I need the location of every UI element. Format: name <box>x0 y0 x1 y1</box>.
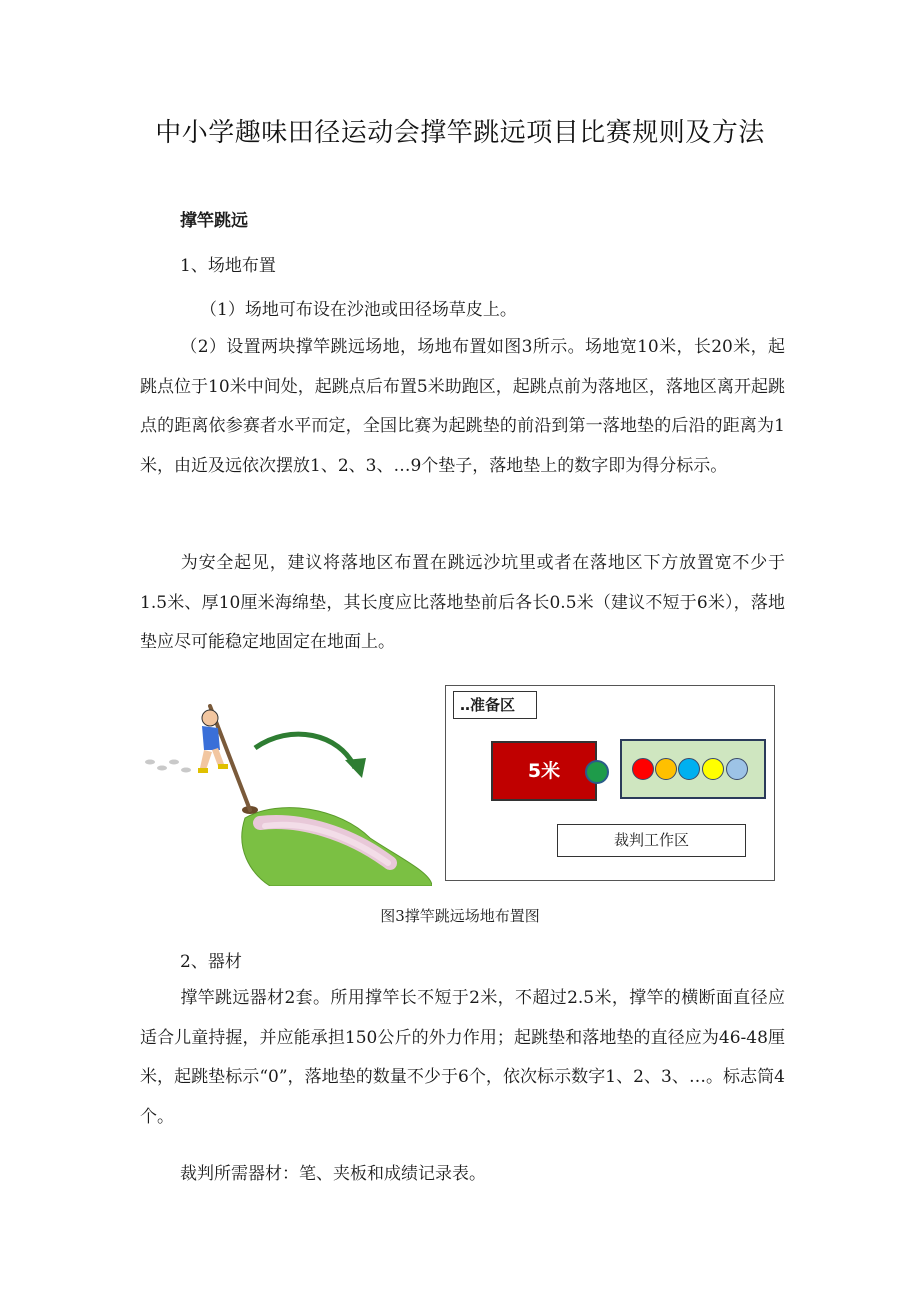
section-heading: 撑竿跳远 <box>180 211 248 231</box>
equipment-heading: 2、器材 <box>180 952 242 972</box>
landing-mat <box>655 758 677 780</box>
site-item-2-text: （2）设置两块撑竿跳远场地，场地布置如图3所示。场地宽10米，长20米，起跳点位于10米中间处，起跳点后布置5米助跑区，起跳点前为落地区，落地区离开起跳点的距离依参赛者水平而定，全国比赛为起跳垫的前沿到第一落地垫的后沿的距离为1米，由近及远依次摆放1、2、3、…9个垫子，落地垫上的数字即为得分标示。 <box>140 337 785 476</box>
site-item-2 <box>140 328 785 486</box>
pole-jump-illustration <box>140 688 432 886</box>
landing-mat <box>632 758 654 780</box>
equipment-text: 撑竿跳远器材2套。所用撑竿长不短于2米，不超过2.5米，撑竿的横断面直径应适合儿童持握，并应能承担150公斤的外力作用；起跳垫和落地垫的直径应为46-48厘米，起跳垫标示“0”，落地垫的数量不少于6个，依次标示数字1、2、3、…。标志筒4个。 <box>140 988 785 1127</box>
site-item-1: （1）场地可布设在沙池或田径场草皮上。 <box>200 300 517 320</box>
takeoff-pad <box>585 760 609 784</box>
safety-paragraph <box>140 544 785 663</box>
site-heading: 1、场地布置 <box>180 256 276 276</box>
landing-mat <box>726 758 748 780</box>
prep-zone-box: ‥准备区 <box>453 691 537 719</box>
figure-caption: 图3撑竿跳远场地布置图 <box>380 907 540 925</box>
safety-text: 为安全起见，建议将落地区布置在跳远沙坑里或者在落地区下方放置宽不少于1.5米、厚10厘米海绵垫，其长度应比落地垫前后各长0.5米（建议不短于6米），落地垫应尽可能稳定地固定在地面上。 <box>140 553 785 652</box>
judge-zone: 裁判工作区 <box>557 824 746 857</box>
runup-zone: 5米 <box>491 741 597 801</box>
judge-equipment-paragraph <box>140 1155 785 1195</box>
prep-zone-label: 准备区 <box>470 696 516 714</box>
landing-mat <box>702 758 724 780</box>
landing-zone <box>620 739 766 799</box>
judge-equipment-text: 裁判所需器材：笔、夹板和成绩记录表。 <box>180 1164 486 1184</box>
document-title: 中小学趣味田径运动会撑竿跳远项目比赛规则及方法 <box>155 118 765 148</box>
equipment-paragraph <box>140 979 785 1137</box>
landing-mat <box>678 758 700 780</box>
site-layout-diagram <box>445 685 775 881</box>
